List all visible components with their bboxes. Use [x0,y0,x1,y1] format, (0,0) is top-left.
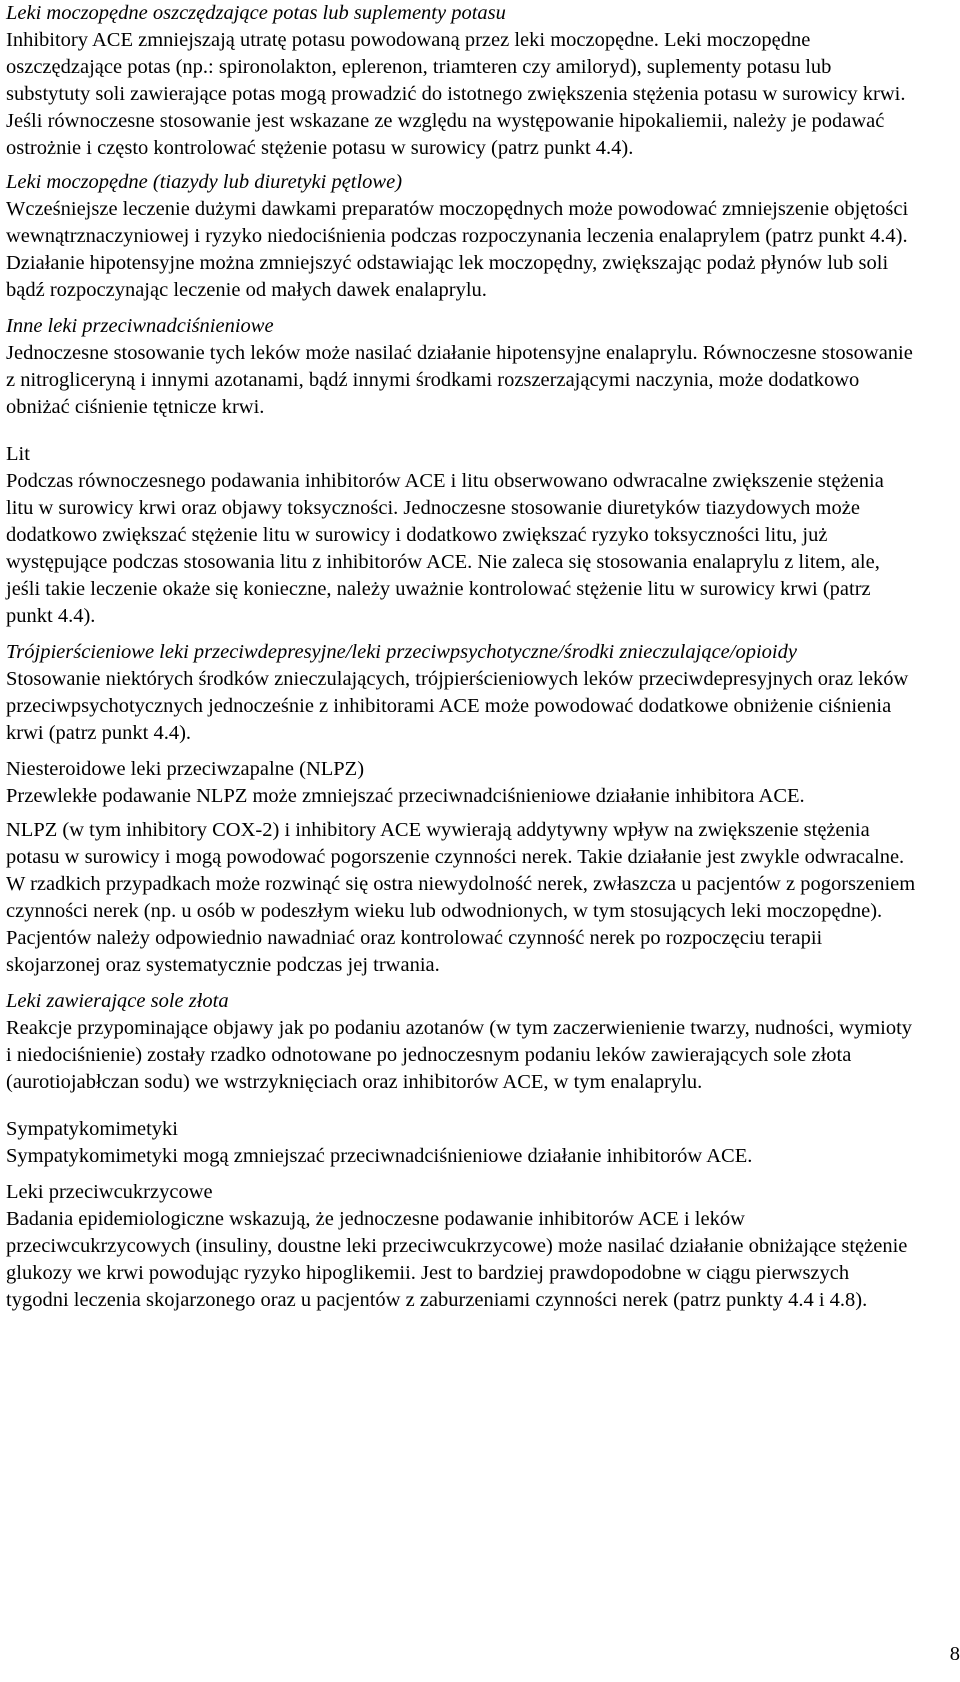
section-heading: Leki przeciwcukrzycowe [6,1181,213,1203]
section-paragraph: Reakcje przypominające objawy jak po podaniu azotanów (w tym zaczerwienienie twarzy, nudności, wymioty i niedociśnienie) zostały rzadko odnotowane po jednoczesnym podaniu leków zawierających sole złota (aurotiojabłczan sodu) we wstrzyknięciach oraz inhibitorów ACE, w tym enalaprylu. [6,1017,913,1093]
section-paragraph: Sympatykomimetyki mogą zmniejszać przeciwnadciśnieniowe działanie inhibitorów ACE. [6,1145,753,1167]
section-paragraph: Stosowanie niektórych środków znieczulających, trójpierścieniowych leków przeciwdepresyjnych oraz leków przeciwpsychotycznych jednocześnie z inhibitorami ACE może powodować dodatkowe obniżenie ciśnienia krwi (patrz punkt 4.4). [6,668,909,744]
section-paragraph: Jednoczesne stosowanie tych leków może nasilać działanie hipotensyjne enalaprylu. Równoczesne stosowanie z nitrogliceryną i innymi azotanami, bądź innymi środkami rozszerzającymi naczynia, może dodatkowo obniżać ciśnienie tętnicze krwi. [6,342,913,418]
section-paragraph: Podczas równoczesnego podawania inhibitorów ACE i litu obserwowano odwracalne zwiększenie stężenia litu w surowicy krwi oraz objawy toksyczności. Jednoczesne stosowanie diuretyków tiazydowych może dodatkowo zwiększać stężenie litu w surowicy i dodatkowo zwiększać ryzyko toksyczności litu, już występujące podczas stosowania litu z inhibitorów ACE. Nie zaleca się stosowania enalaprylu z litem, ale, jeśli takie leczenie okaże się konieczne, należy uważnie kontrolować stężenie litu w surowicy krwi (patrz punkt 4.4). [6,470,884,627]
page-number: 8 [949,1643,960,1665]
section-heading: Inne leki przeciwnadciśnieniowe [6,315,274,337]
section-paragraph: Wcześniejsze leczenie dużymi dawkami preparatów moczopędnych może powodować zmniejszenie objętości wewnątrznaczyniowej i ryzyko niedociśnienia podczas rozpoczynania leczenia enalaprylem (patrz punkt 4.4). Działanie hipotensyjne można zmniejszyć odstawiając lek moczopędny, zwiększając podaż płynów lub soli bądź rozpoczynając leczenie od małych dawek enalaprylu. [6,198,909,301]
section-sympathomimetics [6,1116,916,1170]
section-paragraph: Badania epidemiologiczne wskazują, że jednoczesne podawanie inhibitorów ACE i leków przeciwcukrzycowych (insuliny, doustne leki przeciwcukrzycowe) może nasilać działanie obniżające stężenie glukozy we krwi powodując ryzyko hipoglikemii. Jest to bardziej prawdopodobne w ciągu pierwszych tygodni leczenia skojarzonego oraz u pacjentów z zaburzeniami czynności nerek (patrz punkty 4.4 i 4.8). [6,1208,908,1311]
section-tricyclic-antidepressants [6,639,916,747]
section-heading: Leki moczopędne oszczędzające potas lub suplementy potasu [6,2,506,24]
section-heading: Leki zawierające sole złota [6,990,229,1012]
section-gold-salts [6,988,916,1096]
section-other-antihypertensives [6,313,916,421]
section-heading: Lit [6,443,30,465]
section-potassium-sparing-diuretics [6,0,916,162]
section-nsaids [6,756,916,979]
document-page [6,0,916,1314]
section-heading: Trójpierścieniowe leki przeciwdepresyjne/leki przeciwpsychotyczne/środki znieczulające/opioidy [6,641,797,663]
section-paragraph: NLPZ (w tym inhibitory COX-2) i inhibitory ACE wywierają addytywny wpływ na zwiększenie stężenia potasu w surowicy i mogą powodować pogorszenie czynności nerek. Takie działanie jest zwykle odwracalne. W rzadkich przypadkach może rozwinąć się ostra niewydolność nerek, zwłaszcza u pacjentów z pogorszeniem czynności nerek (np. u osób w podeszłym wieku lub odwodnionych, w tym stosujących leki moczopędne). Pacjentów należy odpowiednio nawadniać oraz kontrolować czynność nerek po rozpoczęciu terapii skojarzonej oraz systematycznie podczas jej trwania. [6,819,916,976]
section-paragraph: Inhibitory ACE zmniejszają utratę potasu powodowaną przez leki moczopędne. Leki moczopędne oszczędzające potas (np.: spironolakton, eplerenon, triamteren czy amiloryd), suplementy potasu lub substytuty soli zawierające potas mogą prowadzić do istotnego zwiększenia stężenia potasu w surowicy krwi. Jeśli równoczesne stosowanie jest wskazane ze względu na występowanie hipokaliemii, należy je podawać ostrożnie i często kontrolować stężenie potasu w surowicy (patrz punkt 4.4). [6,29,906,159]
section-diuretics [6,169,916,304]
section-heading: Sympatykomimetyki [6,1118,178,1140]
section-lithium [6,441,916,630]
section-paragraph: Przewlekłe podawanie NLPZ może zmniejszać przeciwnadciśnieniowe działanie inhibitora ACE. [6,785,805,807]
section-heading: Niesteroidowe leki przeciwzapalne (NLPZ) [6,758,365,780]
section-antidiabetics [6,1179,916,1314]
section-heading: Leki moczopędne (tiazydy lub diuretyki pętlowe) [6,171,403,193]
